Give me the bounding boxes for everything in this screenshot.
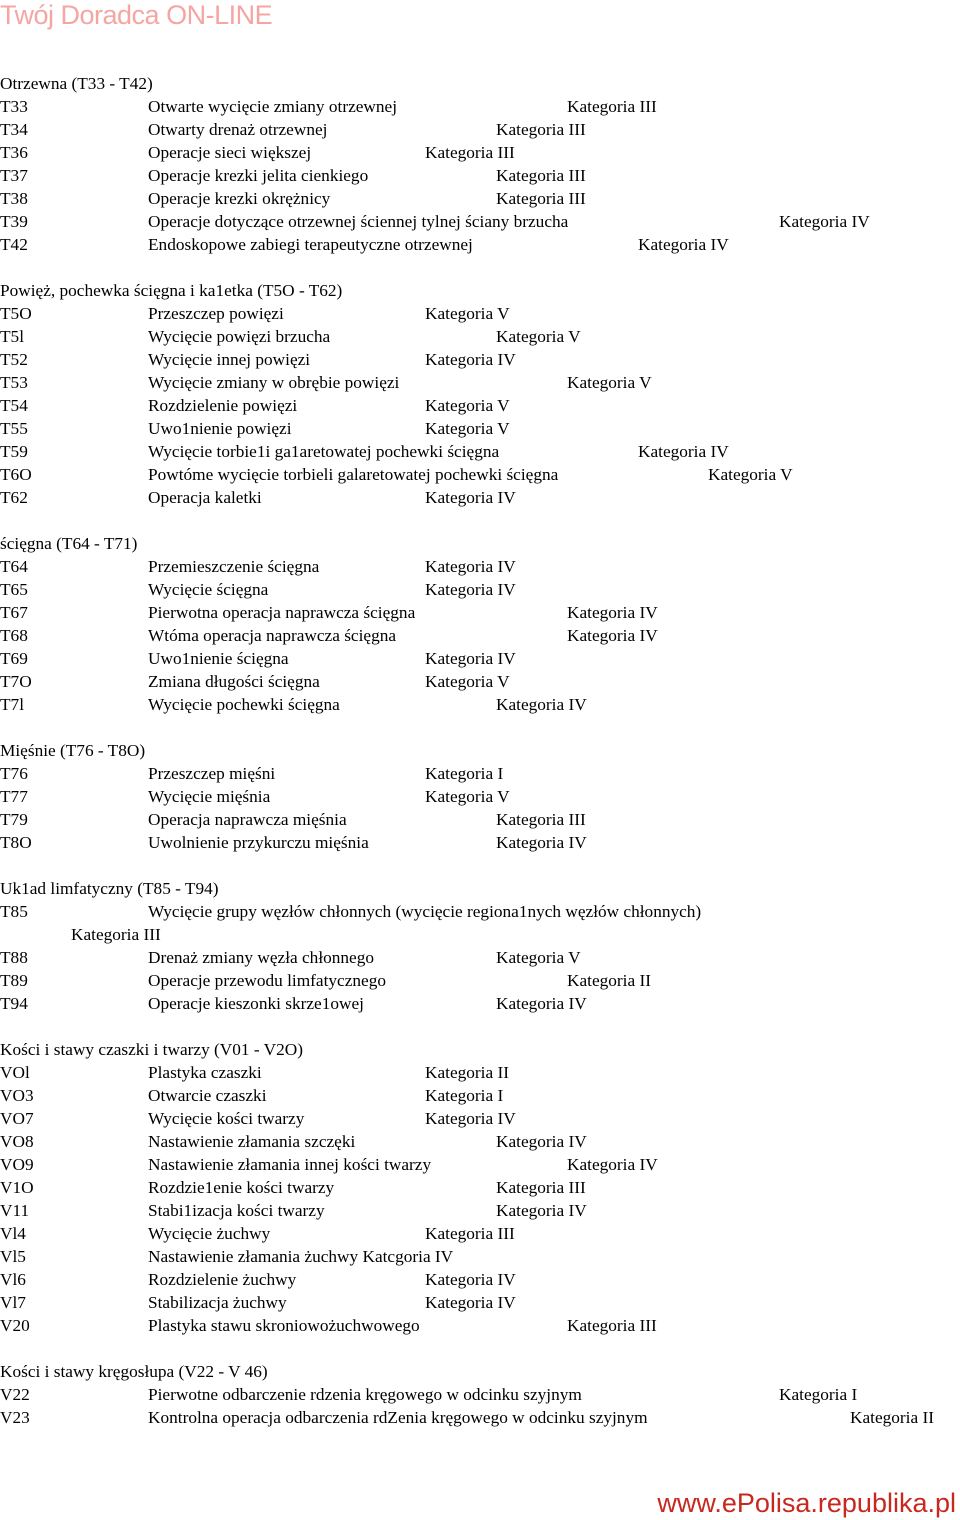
procedure-code: T94 [0,994,28,1013]
section [0,1038,960,1337]
procedure-description: Operacje sieci większej [148,143,312,162]
table-row [0,578,960,601]
procedure-description: Plastyka stawu skroniowożuchwowego [148,1316,420,1335]
procedure-code: T53 [0,373,28,392]
procedure-description: Kontrolna operacja odbarczenia rdZenia kręgowego w odcinku szyjnym [148,1408,648,1427]
category-label: Kategoria II [567,971,651,990]
procedure-code: T55 [0,419,28,438]
table-row [0,417,960,440]
procedure-description: Wtóma operacja naprawcza ścięgna [148,626,397,645]
procedure-description: Rozdzielenie powięzi [148,396,298,415]
procedure-code: T42 [0,235,28,254]
category-label: Kategoria III [496,120,586,139]
category-label: Kategoria IV [425,1109,516,1128]
section [0,279,960,509]
procedure-code: VOl [0,1063,30,1082]
procedure-code: Vl4 [0,1224,26,1243]
table-row [0,992,960,1015]
table-row [0,463,960,486]
table-row [0,601,960,624]
table-row [0,118,960,141]
procedure-code: T7O [0,672,32,691]
table-row [0,1314,960,1337]
procedure-description: Wycięcie grupy węzłów chłonnych (wycięcie regiona1nych węzłów chłonnych) [148,902,702,921]
procedure-code: V20 [0,1316,30,1335]
table-row [0,486,960,509]
procedure-code: T64 [0,557,28,576]
category-label: Kategoria IV [567,626,658,645]
section [0,739,960,854]
section-heading: Kości i stawy kręgosłupa (V22 - V 46) [0,1362,268,1381]
table-row [0,1176,960,1199]
procedure-code: T6O [0,465,32,484]
table-row [0,164,960,187]
category-label: Kategoria III [496,810,586,829]
section-heading: Kości i stawy czaszki i twarzy (V01 - V2O) [0,1040,303,1059]
table-row [0,440,960,463]
table-row [0,969,960,992]
procedure-code: T39 [0,212,28,231]
category-label: Kategoria III [496,189,586,208]
section-heading-line [0,877,960,900]
category-label: Kategoria IV [496,1201,587,1220]
table-row [0,693,960,716]
procedure-description: Wycięcie pochewki ścięgna [148,695,340,714]
category-label: Kategoria V [425,396,510,415]
category-label: Kategoria V [425,419,510,438]
category-label: Kategoria IV [567,603,658,622]
category-label: Kategoria V [425,304,510,323]
procedure-code: V23 [0,1408,30,1427]
procedure-code: T85 [0,902,28,921]
category-label: Kategoria IV [567,1155,658,1174]
category-label: Kategoria III [425,143,515,162]
category-label: Kategoria II [850,1408,934,1427]
procedure-description: Operacje kieszonki skrze1owej [148,994,364,1013]
procedure-description: Wycięcie zmiany w obrębie powięzi [148,373,400,392]
category-label: Kategoria V [496,327,581,346]
table-row [0,210,960,233]
category-label: Kategoria IV [496,994,587,1013]
procedure-description: Endoskopowe zabiegi terapeutyczne otrzewnej [148,235,473,254]
category-label: Kategoria IV [425,350,516,369]
procedure-code: T59 [0,442,28,461]
section [0,877,960,1015]
category-label: Kategoria III [425,1224,515,1243]
procedure-description: Nastawienie złamania żuchwy Katcgoria IV [148,1247,454,1266]
procedure-description: Operacje krezki jelita cienkiego [148,166,369,185]
category-label: Kategoria I [425,764,504,783]
table-row [0,394,960,417]
procedure-description: Pierwotne odbarczenie rdzenia kręgowego w odcinku szyjnym [148,1385,582,1404]
table-row [0,1245,960,1268]
footer-site-url[interactable]: www.ePolisa.republika.pl [657,1488,956,1518]
procedure-code: T54 [0,396,28,415]
table-row [0,1291,960,1314]
table-row [0,1383,960,1406]
section-heading-line [0,739,960,762]
section-heading: ścięgna (T64 - T71) [0,534,138,553]
procedure-code: T79 [0,810,28,829]
category-label: Kategoria IV [638,442,729,461]
table-row [0,1222,960,1245]
table-row [0,762,960,785]
section [0,1360,960,1429]
procedure-description: Operacje krezki okrężnicy [148,189,331,208]
procedure-code: VO3 [0,1086,34,1105]
procedure-code: T38 [0,189,28,208]
table-row [0,1153,960,1176]
procedure-description: Pierwotna operacja naprawcza ścięgna [148,603,416,622]
procedure-code: V1O [0,1178,34,1197]
procedure-description: Otwarte wycięcie zmiany otrzewnej [148,97,398,116]
procedure-code: VO7 [0,1109,34,1128]
table-row [0,831,960,854]
category-label: Kategoria IV [425,580,516,599]
table-row [0,325,960,348]
category-label: Kategoria III [567,1316,657,1335]
table-row [0,1199,960,1222]
category-label: Kategoria III [496,166,586,185]
site-brand: Twój Doradca ON-LINE [0,0,273,30]
table-row [0,1107,960,1130]
procedure-code: V11 [0,1201,30,1220]
procedure-description: Uwo1nienie ścięgna [148,649,289,668]
procedure-code: T62 [0,488,28,507]
category-label: Kategoria I [425,1086,504,1105]
procedure-description: Wycięcie kości twarzy [148,1109,305,1128]
procedure-description: Zmiana długości ścięgna [148,672,320,691]
procedure-code: T5O [0,304,32,323]
category-label: Kategoria I [779,1385,858,1404]
procedure-description: Plastyka czaszki [148,1063,262,1082]
table-row-continuation [0,923,960,946]
table-row [0,141,960,164]
procedure-code: T88 [0,948,28,967]
category-label: Kategoria III [71,925,161,944]
table-row [0,1130,960,1153]
procedure-description: Nastawienie złamania innej kości twarzy [148,1155,432,1174]
procedure-description: Wycięcie torbie1i ga1aretowatej pochewki ścięgna [148,442,500,461]
procedure-code: T65 [0,580,28,599]
section [0,72,960,256]
procedure-description: Nastawienie złamania szczęki [148,1132,356,1151]
section-heading-line [0,279,960,302]
category-label: Kategoria IV [496,1132,587,1151]
table-row [0,900,960,923]
category-label: Kategoria IV [638,235,729,254]
section-heading-line [0,532,960,555]
procedure-description: Wycięcie powięzi brzucha [148,327,331,346]
procedure-code: T69 [0,649,28,668]
procedure-code: Vl6 [0,1270,26,1289]
procedure-description: Operacja kaletki [148,488,262,507]
procedure-code: T37 [0,166,28,185]
procedure-code: T68 [0,626,28,645]
procedure-description: Otwarcie czaszki [148,1086,267,1105]
procedure-description: Drenaż zmiany węzła chłonnego [148,948,374,967]
procedure-code: T34 [0,120,28,139]
category-label: Kategoria IV [496,695,587,714]
table-row [0,1084,960,1107]
procedure-code: T77 [0,787,28,806]
procedure-description: Otwarty drenaż otrzewnej [148,120,328,139]
procedure-code: T7l [0,695,24,714]
procedure-code: T76 [0,764,28,783]
table-row [0,808,960,831]
procedure-code: T36 [0,143,28,162]
table-row [0,371,960,394]
procedure-description: Operacje dotyczące otrzewnej ściennej tylnej ściany brzucha [148,212,569,231]
category-label: Kategoria IV [425,1270,516,1289]
section-heading-line [0,1038,960,1061]
category-label: Kategoria IV [425,488,516,507]
procedure-code: Vl5 [0,1247,26,1266]
table-row [0,302,960,325]
procedure-description: Wycięcie ścięgna [148,580,269,599]
section [0,532,960,716]
table-row [0,187,960,210]
procedure-description: Przemieszczenie ścięgna [148,557,320,576]
category-label: Kategoria IV [425,557,516,576]
procedure-description: Uwo1nienie powięzi [148,419,292,438]
procedure-description: Rozdzie1enie kości twarzy [148,1178,335,1197]
procedure-code: T5l [0,327,24,346]
table-row [0,348,960,371]
table-row [0,946,960,969]
procedure-code: T8O [0,833,32,852]
category-label: Kategoria III [567,97,657,116]
document-body [0,72,960,1429]
category-label: Kategoria V [708,465,793,484]
procedure-description: Przeszczep powięzi [148,304,284,323]
procedure-description: Operacje przewodu limfatycznego [148,971,386,990]
procedure-description: Przeszczep mięśni [148,764,276,783]
category-label: Kategoria V [496,948,581,967]
procedure-description: Stabilizacja żuchwy [148,1293,287,1312]
table-row [0,624,960,647]
procedure-code: Vl7 [0,1293,26,1312]
table-row [0,670,960,693]
category-label: Kategoria IV [496,833,587,852]
procedure-description: Wycięcie żuchwy [148,1224,271,1243]
procedure-code: T67 [0,603,28,622]
section-heading: Mięśnie (T76 - T8O) [0,741,146,760]
category-label: Kategoria IV [779,212,870,231]
procedure-code: VO8 [0,1132,34,1151]
section-heading: Otrzewna (T33 - T42) [0,74,153,93]
procedure-code: T52 [0,350,28,369]
procedure-description: Stabi1izacja kości twarzy [148,1201,325,1220]
procedure-description: Wycięcie mięśnia [148,787,271,806]
procedure-description: Rozdzielenie żuchwy [148,1270,297,1289]
procedure-description: Powtóme wycięcie torbieli galaretowatej pochewki ścięgna [148,465,559,484]
table-row [0,647,960,670]
category-label: Kategoria IV [425,649,516,668]
procedure-description: Uwolnienie przykurczu mięśnia [148,833,369,852]
procedure-description: Wycięcie innej powięzi [148,350,311,369]
category-label: Kategoria III [496,1178,586,1197]
procedure-code: V22 [0,1385,30,1404]
procedure-code: VO9 [0,1155,34,1174]
table-row [0,233,960,256]
procedure-code: T89 [0,971,28,990]
section-heading-line [0,72,960,95]
category-label: Kategoria II [425,1063,509,1082]
table-row [0,1268,960,1291]
category-label: Kategoria V [425,672,510,691]
procedure-code: T33 [0,97,28,116]
table-row [0,1406,960,1429]
table-row [0,1061,960,1084]
section-heading: Uk1ad limfatyczny (T85 - T94) [0,879,219,898]
procedure-description: Operacja naprawcza mięśnia [148,810,347,829]
table-row [0,555,960,578]
table-row [0,785,960,808]
category-label: Kategoria V [567,373,652,392]
section-heading-line [0,1360,960,1383]
category-label: Kategoria IV [425,1293,516,1312]
table-row [0,95,960,118]
category-label: Kategoria V [425,787,510,806]
section-heading: Powięż, pochewka ścięgna i ka1etka (T5O - T62) [0,281,343,300]
